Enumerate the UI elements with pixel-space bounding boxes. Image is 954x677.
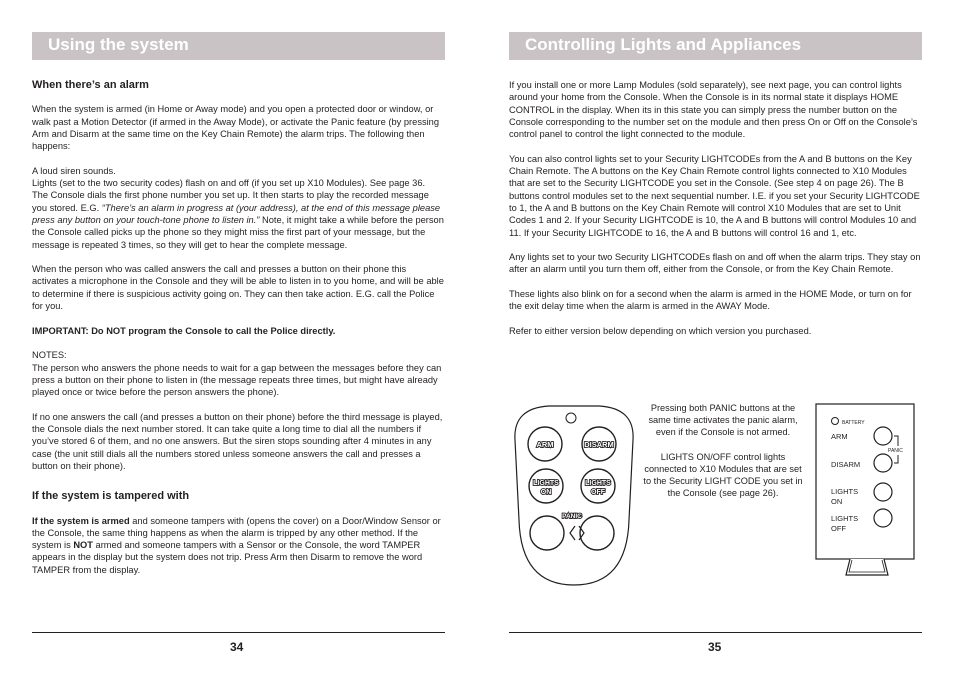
alarm-paragraph-1: When the system is armed (in Home or Away mode) and you open a protected door or window, or walk past a Motion Detector (if armed in the Away Mode), or activate the Panic feature (by pressing Arm and Disarm at the same time on the Key Chain Remote) the alarm trips. The following then happens: — [32, 104, 440, 152]
left-column — [32, 79, 445, 588]
left-banner — [32, 32, 445, 60]
lights-off-label-1: LIGHTS — [585, 480, 611, 487]
rect-panic-label: PANIC — [888, 448, 903, 454]
rect-arm-button — [874, 427, 892, 445]
alarm-heading: When there’s an alarm — [32, 79, 149, 91]
led-indicator — [566, 413, 576, 423]
notes-block — [32, 349, 445, 398]
remote-caption — [641, 402, 805, 512]
disarm-label: DISARM — [584, 440, 614, 449]
siren-text: A loud siren sounds. — [32, 165, 116, 176]
tamper-text-2: armed and someone tampers with a Sensor or the Console, the word TAMPER appears in the display but the system does not trip. Press Arm then Disarm to remove the word TAMPER from the display. — [32, 540, 423, 575]
lights-paragraph-4: These lights also blink on for a second when the alarm is armed in the HOME Mode, or turn on for the exit delay time when the alarm is armed in the AWAY Mode. — [509, 289, 912, 312]
panic-caption: Pressing both PANIC buttons at the same time activates the panic alarm, even if the Console is not armed. — [648, 403, 798, 438]
panic-left-button — [530, 516, 564, 550]
tamper-bold-2: NOT — [73, 540, 93, 551]
lights-paragraph-1: If you install one or more Lamp Modules (sold separately), see next page, you can control lights around your home from the Console. When the Console is in its normal state it displays HOME CONTROL in the display. When its in this state you can simply press the number button on the Console corresponding to the number set on the module and then press On or Off on the Console’s control panel to control the light connected to the module. — [509, 80, 918, 140]
lights-caption — [641, 451, 805, 500]
rect-lights-on-label-2: ON — [831, 497, 843, 506]
message-quote: “There’s an alarm in progress at (your address), at the end of this message please press any button on your touch-tone phone to listen in.” — [32, 202, 441, 225]
right-footer-rule — [509, 632, 922, 633]
rect-lights-on-button — [874, 483, 892, 501]
notes-label: NOTES: — [32, 350, 67, 361]
lights-on-label-1: LIGHTS — [533, 480, 559, 487]
rect-remote-keyring — [846, 559, 888, 575]
alarm-paragraph-2 — [32, 165, 445, 251]
lights-off-label-2: OFF — [591, 489, 605, 496]
right-column — [509, 79, 922, 350]
tamper-bold-1: If the system is armed — [32, 515, 130, 526]
lights-paragraph-5: Refer to either version below depending on which version you purchased. — [509, 325, 812, 336]
important-text: IMPORTANT: Do NOT program the Console to call the Police directly. — [32, 325, 336, 336]
round-remote-illustration — [509, 400, 639, 590]
important-note — [32, 325, 445, 337]
panic-label: PANIC — [562, 513, 582, 520]
panic-right-button — [580, 516, 614, 550]
left-page-number: 34 — [230, 640, 244, 654]
rect-arm-label: ARM — [831, 432, 848, 441]
right-banner — [509, 32, 922, 60]
left-footer-rule — [32, 632, 445, 633]
lights-flash-text: Lights (set to the two security codes) flash on and off (if you set up X10 Modules). See page 36. — [32, 178, 426, 189]
rect-disarm-button — [874, 454, 892, 472]
lights-caption-text: LIGHTS ON/OFF control lights connected to X10 Modules that are set to the Security LIGHT CODE you set in the Console (see page 26). — [643, 451, 803, 499]
lights-paragraph-2: You can also control lights set to your Security LIGHTCODEs from the A and B buttons on the Key Chain Remote. The A buttons on the Key Chain Remote control lights connected to X10 Modules that are set to the Security LIGHTCODE you set in the Console. (See step 4 on page 26). The B buttons control modules set to the next sequential number. I.E. if you set your Security LIGHTCODE to 1, the A and B buttons on the Key Chain Remote will control X10 Modules that are set to Unit Codes 1 and 2. If your Security LIGHTCODE is 10, the A and B buttons will control Modules 10 and 11. If your Security LIGHTCODE to 16, the A and B buttons will control 16 and 1, etc. — [509, 153, 920, 238]
left-banner-title: Using the system — [48, 35, 189, 54]
arm-label: ARM — [536, 440, 554, 449]
dial-text-end: Note, it might take a while before the person the Console called picks up the phone so they might miss the first part of your message, but the message is repeated 3 times, so they will get to hear the complete message. — [32, 214, 444, 250]
tamper-text-1: and someone tampers with (opens the cover) on a Door/Window Sensor or the Console, the same thing happens as when the alarm is tripped by any other method. If the system is — [32, 515, 441, 551]
right-banner-title: Controlling Lights and Appliances — [525, 35, 802, 54]
rect-lights-on-label-1: LIGHTS — [831, 487, 859, 496]
rect-remote-body — [816, 404, 914, 559]
tamper-heading: If the system is tampered with — [32, 490, 190, 503]
rect-lights-off-label-2: OFF — [831, 524, 846, 533]
rect-lights-off-label-1: LIGHTS — [831, 514, 859, 523]
right-page-number: 35 — [708, 640, 722, 654]
notes-paragraph-2: If no one answers the call (and presses a button on their phone) before the third message is played, the Console dials the next number stored. It can take quite a long time to dial all the numbers if you’ve stored 6 of them, and no one answers. But the siren stops sounding after 4 minutes in any case (the unit still dials all the numbers stored unless someone answers the call and presses a button on their phone). — [32, 411, 443, 471]
rect-lights-off-button — [874, 509, 892, 527]
battery-led — [832, 418, 839, 425]
notes-paragraph-1: The person who answers the phone needs to wait for a gap between the messages before they can press a button on their phone to listen in (the message repeats three times, but might have already played once or twice before the person answers the phone). — [32, 362, 442, 398]
battery-label: BATTERY — [842, 420, 865, 426]
lights-on-label-2: ON — [540, 489, 552, 496]
lights-paragraph-3: Any lights set to your two Security LIGHTCODEs flash on and off when the alarm trips. They stay on after an alarm until you turn them off, either from the Console, or from the Key Chain Remote. — [509, 252, 921, 275]
rect-disarm-label: DISARM — [831, 460, 861, 469]
tamper-paragraph — [32, 515, 445, 576]
alarm-paragraph-3: When the person who was called answers the call and presses a button on their phone this activates a microphone in the Console and they will be able to listen in to you home, and will be able to determine if there is suspicious activity going on. They can then take action. E.G. call the Police for you. — [32, 264, 444, 312]
rect-remote-illustration — [812, 400, 922, 580]
dial-text: The Console dials the first phone number you set up. It then starts to play the recorded message you stored. E.G. — [32, 190, 429, 213]
